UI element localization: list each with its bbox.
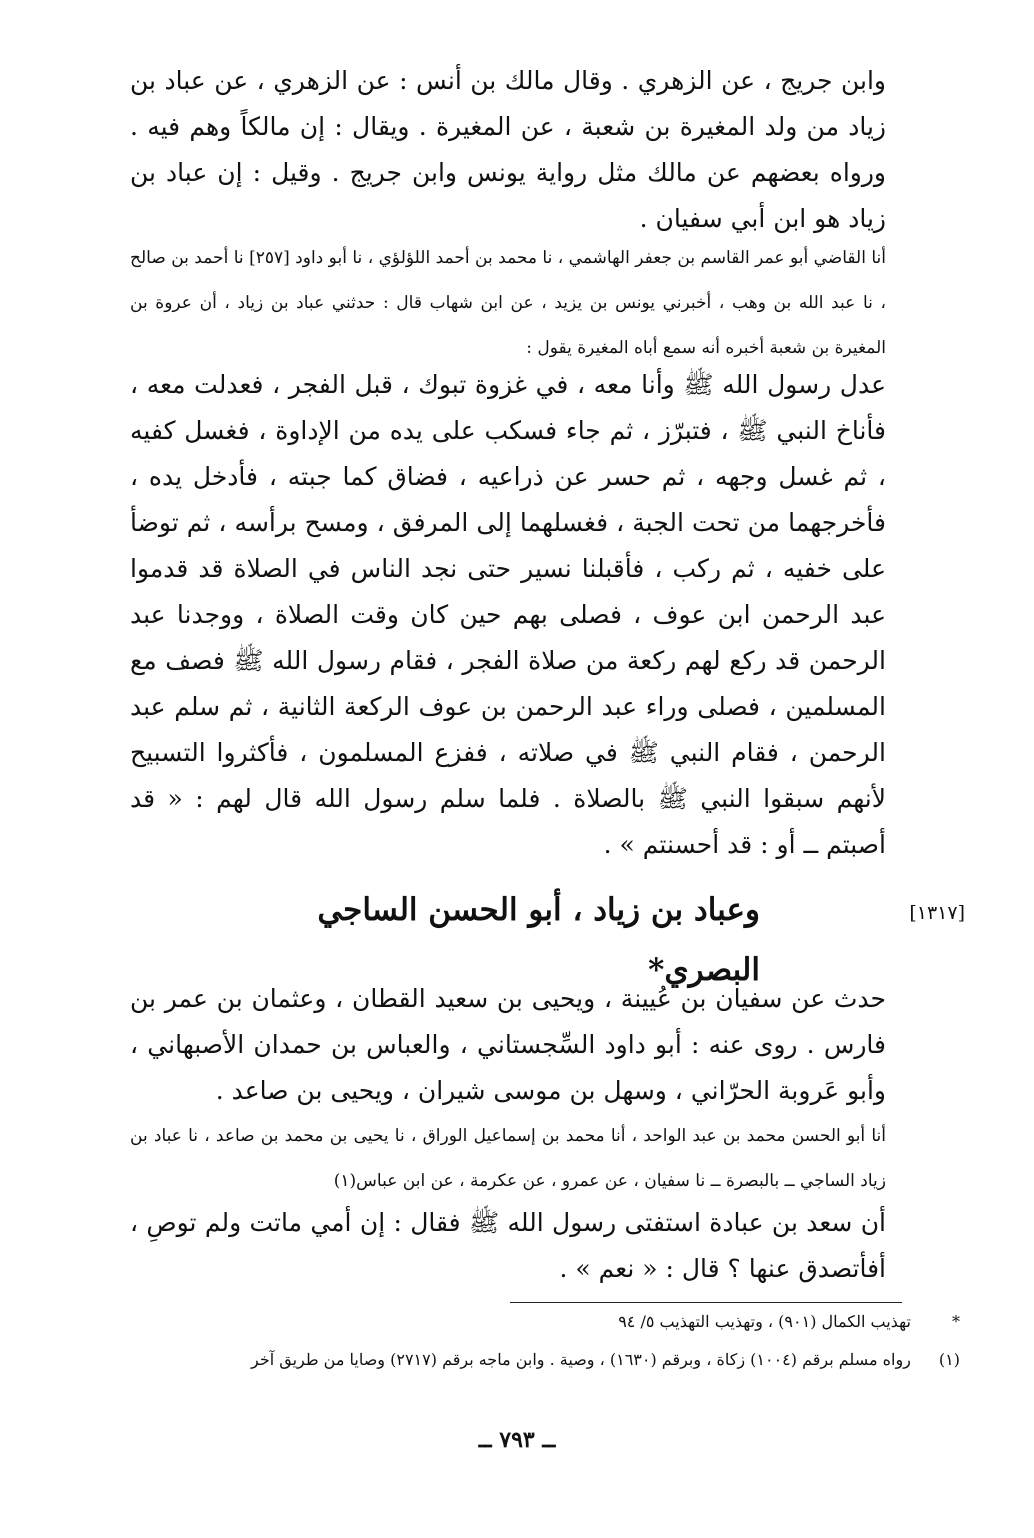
entry-heading: وعباد بن زياد ، أبو الحسن الساجي البصري* <box>317 892 760 988</box>
isnad-chain-2: أنا أبو الحسن محمد بن عبد الواحد ، أنا محمد بن إسماعيل الوراق ، نا يحيى بن محمد بن صاعد ، نا عباد بن زياد الساجي ــ بالبصرة ــ نا سفيان ، عن عمرو ، عن عكرمة ، عن ابن عباس(١) <box>130 1126 886 1191</box>
footnote-text: تهذيب الكمال (٩٠١) ، وتهذيب التهذيب ٥/ ٩٤ <box>618 1312 911 1331</box>
footnote-marker: (١) <box>938 1350 960 1369</box>
footnote-text: رواه مسلم برقم (١٠٠٤) زكاة ، وبرقم (١٦٣٠) ، وصية . وابن ماجه برقم (٢٧١٧) وصايا من طريق آخر <box>250 1350 911 1369</box>
footnote-1 <box>110 1345 960 1375</box>
footnote-star <box>110 1307 960 1337</box>
entry-number: [١٣١٧] <box>909 902 965 924</box>
isnad-chain-1: أنا القاضي أبو عمر القاسم بن جعفر الهاشمي ، نا محمد بن أحمد اللؤلؤي ، نا أبو داود [٢٥٧] نا أحمد بن صالح ، نا عبد الله بن وهب ، أخبرني يونس بن يزيد ، عن ابن شهاب قال : حدثني عباد بن زياد ، أن عروة بن المغيرة بن شعبة أخبره أنه سمع أباه المغيرة يقول : <box>130 248 886 358</box>
footnote-marker: * <box>952 1312 960 1331</box>
footnote-divider <box>510 1302 902 1303</box>
continuation-paragraph: وابن جريج ، عن الزهري . وقال مالك بن أنس : عن الزهري ، عن عباد بن زياد من ولد المغيرة بن شعبة ، عن المغيرة . ويقال : إن مالكاً وهم فيه . ورواه بعضهم عن مالك مثل رواية يونس وابن جريج . وقيل : إن عباد بن زياد هو ابن أبي سفيان . <box>130 66 886 233</box>
page-number: ــ ٧٩٣ ــ <box>478 1427 556 1453</box>
hadith-text-1: عدل رسول الله ﷺ وأنا معه ، في غزوة تبوك ، قبل الفجر ، فعدلت معه ، فأناخ النبي ﷺ ، فتبرّز ، ثم جاء فسكب على يده من الإداوة ، فغسل كفيه ، ثم غسل وجهه ، ثم حسر عن ذراعيه ، فضاق كما جبته ، فأدخل يده ، فأخرجهما من تحت الجبة ، فغسلهما إلى المرفق ، ومسح برأسه ، ثم توضأ على خفيه ، ثم ركب ، فأقبلنا نسير حتى نجد الناس في الصلاة قد قدموا عبد الرحمن ابن عوف ، فصلى بهم حين كان وقت الصلاة ، ووجدنا عبد الرحمن قد ركع لهم ركعة من صلاة الفجر ، فقام رسول الله ﷺ فصف مع المسلمين ، فصلى وراء عبد الرحمن بن عوف الركعة الثانية ، ثم سلم عبد الرحمن ، فقام النبي ﷺ في صلاته ، ففزع المسلمون ، فأكثروا التسبيح لأنهم سبقوا النبي ﷺ بالصلاة . فلما سلم رسول الله قال لهم : « قد أصبتم ــ أو : قد أحسنتم » . <box>130 370 886 859</box>
biography-paragraph: حدث عن سفيان بن عُيينة ، ويحيى بن سعيد القطان ، وعثمان بن عمر بن فارس . روى عنه : أبو داود السِّجستاني ، والعباس بن حمدان الأصبهاني ، وأبو عَروبة الحرّاني ، وسهل بن موسى شيران ، ويحيى بن صاعد . <box>130 984 886 1105</box>
hadith-text-2: أن سعد بن عبادة استفتى رسول الله ﷺ فقال : إن أمي ماتت ولم توصِ ، أفأتصدق عنها ؟ قال : « نعم » . <box>130 1208 886 1283</box>
